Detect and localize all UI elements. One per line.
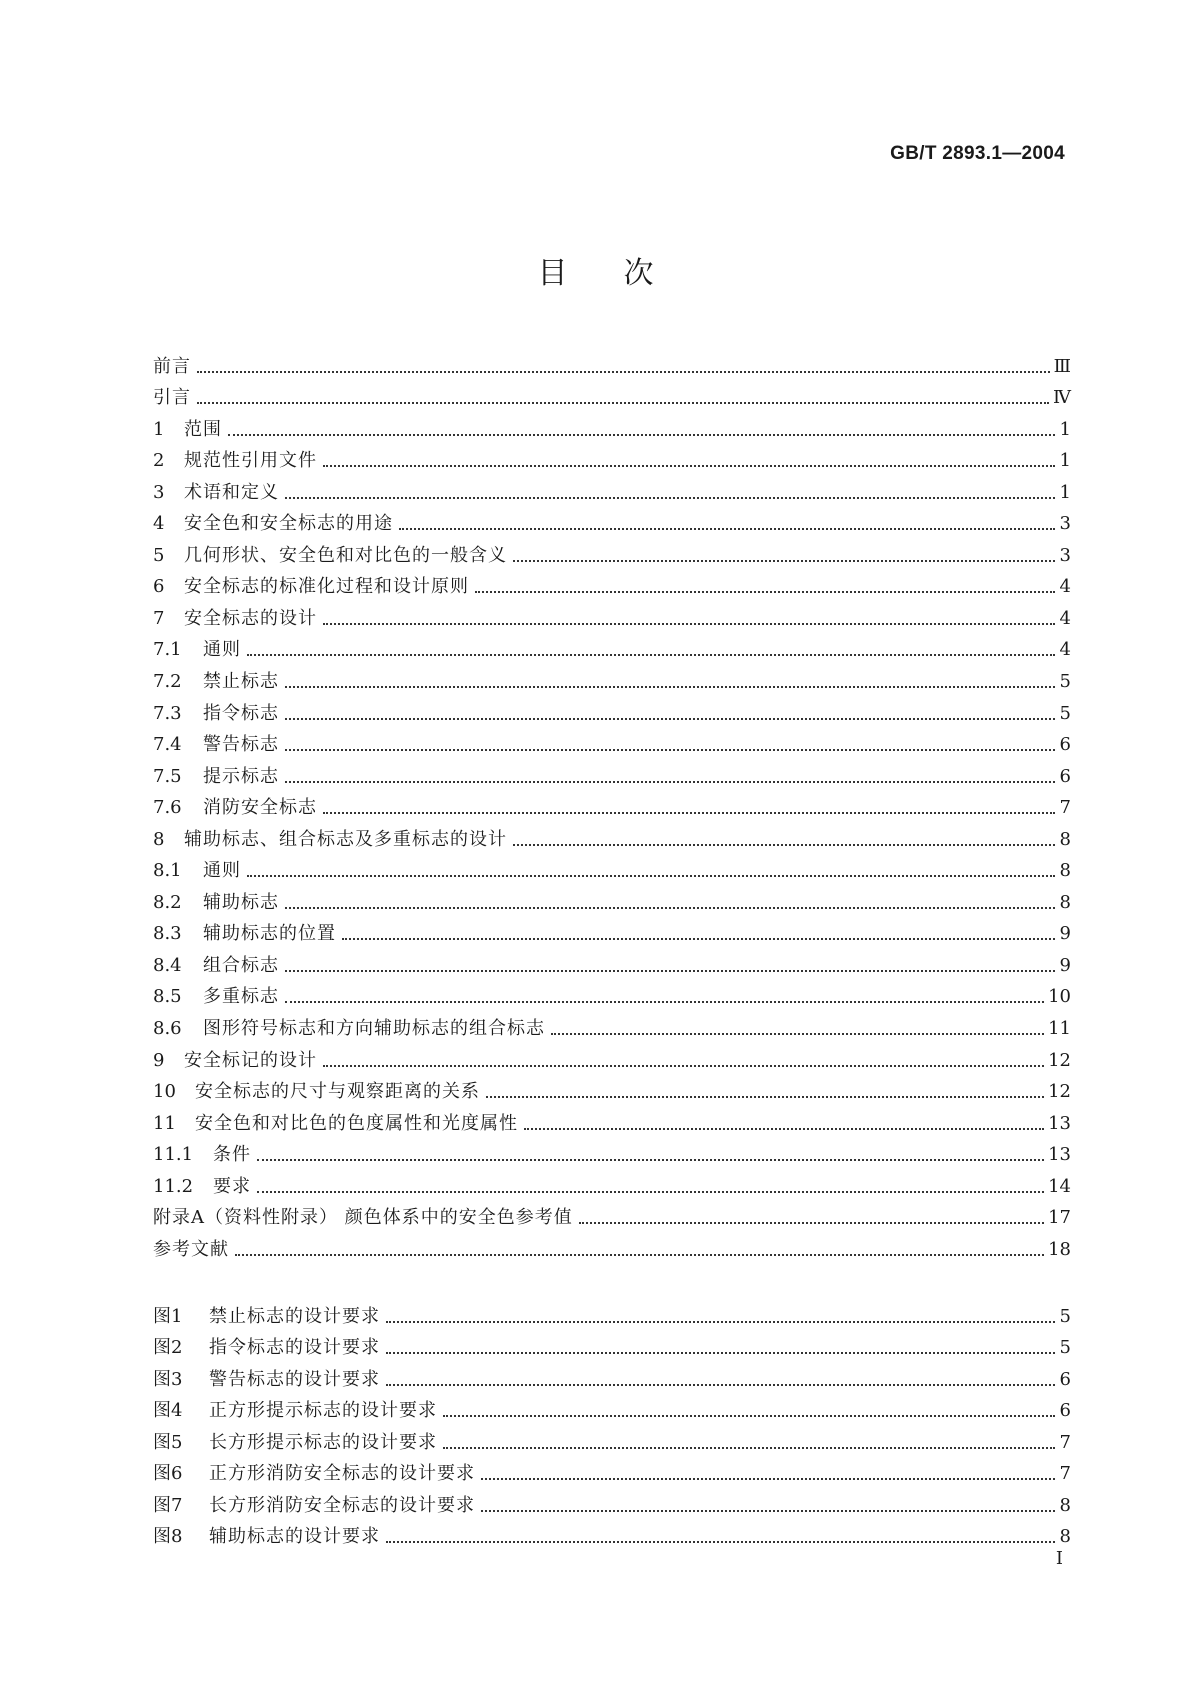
toc-entry-label: 辅助标志、组合标志及多重标志的设计	[184, 828, 507, 850]
toc-entry-label: 长方形提示标志的设计要求	[209, 1431, 437, 1453]
toc-entry-page: 7	[1059, 1431, 1071, 1453]
standard-code: GB/T 2893.1—2004	[890, 143, 1065, 164]
toc-entry-page: Ⅳ	[1053, 387, 1071, 409]
toc-entry-page: 8	[1059, 891, 1071, 913]
toc-entry-number: 7.1	[153, 639, 182, 661]
toc-entry-number: 图1	[153, 1305, 183, 1327]
toc-entry[interactable]	[153, 1044, 1071, 1076]
toc-entry-number: 图4	[153, 1400, 183, 1422]
toc-entry[interactable]	[153, 602, 1071, 634]
toc-entry-label: 长方形消防安全标志的设计要求	[209, 1494, 475, 1516]
toc-entry-number: 8.2	[153, 891, 182, 913]
toc-entry-number: 3	[153, 481, 165, 503]
figure-entry[interactable]	[153, 1426, 1071, 1458]
toc-entry-label: 通则	[203, 860, 241, 882]
toc-entry-label: 提示标志	[203, 765, 279, 787]
dot-leader	[386, 1352, 1055, 1354]
toc-entry[interactable]	[153, 886, 1071, 918]
toc-entry-label: 安全标志的标准化过程和设计原则	[184, 576, 469, 598]
toc-entry-number: 8.6	[153, 1018, 182, 1040]
page-folio: I	[1055, 1548, 1063, 1569]
toc-entry-label: 警告标志	[203, 734, 279, 756]
figure-entry[interactable]	[153, 1363, 1071, 1395]
dot-leader	[285, 1001, 1044, 1003]
dot-leader	[443, 1415, 1055, 1417]
toc-entry-number: 2	[153, 450, 165, 472]
toc-entry-page: 5	[1059, 702, 1071, 724]
toc-entry-label: 禁止标志	[203, 671, 279, 693]
toc-entry-page: 6	[1059, 734, 1071, 756]
toc-entry-page: 18	[1048, 1238, 1071, 1260]
dot-leader	[285, 781, 1055, 783]
toc-entry-page: 13	[1048, 1112, 1071, 1134]
toc-entry-number: 10	[153, 1081, 176, 1103]
dot-leader	[257, 1191, 1044, 1193]
toc-entry-number: 8.4	[153, 954, 182, 976]
dot-leader	[285, 718, 1055, 720]
dot-leader	[247, 654, 1055, 656]
dot-leader	[386, 1541, 1055, 1543]
dot-leader	[285, 970, 1055, 972]
toc-entry-page: 6	[1059, 1400, 1071, 1422]
toc-entry-label: 规范性引用文件	[184, 450, 317, 472]
toc-entry[interactable]	[153, 918, 1071, 950]
toc-entry-page: 13	[1048, 1144, 1071, 1166]
toc-entry-page: 8	[1059, 1526, 1071, 1548]
toc-entry[interactable]	[153, 1076, 1071, 1108]
dot-leader	[386, 1384, 1055, 1386]
dot-leader	[235, 1254, 1044, 1256]
toc-entry[interactable]	[153, 981, 1071, 1013]
toc-entry-label: 范围	[184, 418, 222, 440]
list-of-figures	[153, 1300, 1071, 1552]
toc-entry[interactable]	[153, 729, 1071, 761]
toc-entry-number: 7	[153, 607, 165, 629]
toc-entry[interactable]	[153, 1170, 1071, 1202]
toc-entry-label: 指令标志	[203, 702, 279, 724]
toc-entry-label: 前言	[153, 355, 191, 377]
toc-entry[interactable]	[153, 760, 1071, 792]
toc-entry-page: 9	[1059, 954, 1071, 976]
toc-entry-label: 要求	[213, 1175, 251, 1197]
toc-entry-label: 安全色和对比色的色度属性和光度属性	[195, 1112, 518, 1134]
toc-entry[interactable]	[153, 1139, 1071, 1171]
toc-entry[interactable]	[153, 1107, 1071, 1139]
toc-entry-label: 通则	[203, 639, 241, 661]
dot-leader	[481, 1478, 1055, 1480]
toc-entry[interactable]	[153, 476, 1071, 508]
toc-entry[interactable]	[153, 823, 1071, 855]
toc-entry-page: 12	[1048, 1081, 1071, 1103]
figure-entry[interactable]	[153, 1332, 1071, 1364]
table-of-contents	[153, 350, 1071, 1265]
toc-entry-page: 10	[1048, 986, 1071, 1008]
toc-entry[interactable]	[153, 1202, 1071, 1234]
toc-entry-page: 3	[1059, 513, 1071, 535]
toc-entry-page: 17	[1048, 1207, 1071, 1229]
dot-leader	[579, 1222, 1044, 1224]
toc-entry-page: 14	[1048, 1175, 1071, 1197]
toc-entry-number: 图6	[153, 1463, 183, 1485]
toc-entry-label: 禁止标志的设计要求	[209, 1305, 380, 1327]
toc-entry-page: 5	[1059, 1305, 1071, 1327]
figure-entry[interactable]	[153, 1521, 1071, 1553]
dot-leader	[486, 1096, 1044, 1098]
toc-entry-page: 6	[1059, 765, 1071, 787]
toc-entry-page: 9	[1059, 923, 1071, 945]
figure-entry[interactable]	[153, 1395, 1071, 1427]
dot-leader	[285, 749, 1055, 751]
toc-entry-number: 1	[153, 418, 165, 440]
dot-leader	[475, 591, 1055, 593]
toc-entry-number: 8.3	[153, 923, 182, 945]
toc-entry-number: 图2	[153, 1337, 183, 1359]
toc-entry-label: 条件	[213, 1144, 251, 1166]
toc-entry-page: 7	[1059, 1463, 1071, 1485]
toc-entry-page: 1	[1059, 450, 1071, 472]
toc-entry-number: 图7	[153, 1494, 183, 1516]
dot-leader	[197, 371, 1050, 373]
toc-entry-page: 3	[1059, 544, 1071, 566]
dot-leader	[197, 402, 1049, 404]
dot-leader	[399, 528, 1055, 530]
figure-entry[interactable]	[153, 1489, 1071, 1521]
toc-entry-label: 安全色和安全标志的用途	[184, 513, 393, 535]
toc-entry-number: 6	[153, 576, 165, 598]
toc-entry-number: 5	[153, 544, 165, 566]
dot-leader	[443, 1447, 1055, 1449]
figure-entry[interactable]	[153, 1300, 1071, 1332]
toc-entry-label: 警告标志的设计要求	[209, 1368, 380, 1390]
toc-entry-label: 几何形状、安全色和对比色的一般含义	[184, 544, 507, 566]
dot-leader	[386, 1321, 1055, 1323]
toc-entry-label: 安全标记的设计	[184, 1049, 317, 1071]
dot-leader	[323, 1065, 1044, 1067]
toc-entry-number: 11.1	[153, 1144, 194, 1166]
toc-entry-label: 安全标志的设计	[184, 607, 317, 629]
toc-entry-number: 图8	[153, 1526, 183, 1548]
dot-leader	[524, 1128, 1044, 1130]
toc-entry[interactable]	[153, 539, 1071, 571]
toc-entry-number: 4	[153, 513, 165, 535]
dot-leader	[513, 844, 1055, 846]
page-title: 目次	[537, 256, 710, 291]
toc-entry-number: 8.1	[153, 860, 182, 882]
toc-entry-label: 术语和定义	[184, 481, 279, 503]
toc-entry-label: 指令标志的设计要求	[209, 1337, 380, 1359]
toc-entry-label: 辅助标志的设计要求	[209, 1526, 380, 1548]
toc-entry[interactable]	[153, 665, 1071, 697]
toc-entry-page: 8	[1059, 860, 1071, 882]
toc-entry-page: 12	[1048, 1049, 1071, 1071]
toc-entry-number: 7.5	[153, 765, 182, 787]
toc-entry-number: 图5	[153, 1431, 183, 1453]
toc-entry[interactable]	[153, 571, 1071, 603]
toc-entry-page: Ⅲ	[1053, 355, 1071, 377]
dot-leader	[228, 434, 1055, 436]
toc-entry[interactable]	[153, 792, 1071, 824]
toc-entry-page: 4	[1059, 639, 1071, 661]
toc-entry[interactable]	[153, 855, 1071, 887]
toc-entry-label: 多重标志	[203, 986, 279, 1008]
dot-leader	[323, 465, 1055, 467]
toc-entry-page: 1	[1059, 418, 1071, 440]
dot-leader	[513, 560, 1055, 562]
toc-entry[interactable]	[153, 445, 1071, 477]
toc-entry-label: 辅助标志	[203, 891, 279, 913]
toc-entry[interactable]	[153, 1233, 1071, 1265]
toc-entry-number: 7.3	[153, 702, 182, 724]
toc-entry-page: 5	[1059, 1337, 1071, 1359]
toc-entry[interactable]	[153, 697, 1071, 729]
dot-leader	[323, 623, 1055, 625]
toc-entry-page: 4	[1059, 607, 1071, 629]
toc-entry-number: 7.4	[153, 734, 182, 756]
toc-entry-number: 8	[153, 828, 165, 850]
dot-leader	[551, 1033, 1044, 1035]
toc-entry-label: 正方形消防安全标志的设计要求	[209, 1463, 475, 1485]
figure-entry[interactable]	[153, 1458, 1071, 1490]
toc-entry-page: 5	[1059, 671, 1071, 693]
dot-leader	[285, 497, 1055, 499]
toc-entry-number: 7.2	[153, 671, 182, 693]
dot-leader	[285, 686, 1055, 688]
toc-entry[interactable]	[153, 634, 1071, 666]
toc-entry-number: 8.5	[153, 986, 182, 1008]
toc-entry-number: 11.2	[153, 1175, 194, 1197]
toc-entry-label: 安全标志的尺寸与观察距离的关系	[195, 1081, 480, 1103]
toc-entry-label: 图形符号标志和方向辅助标志的组合标志	[203, 1018, 545, 1040]
toc-entry[interactable]	[153, 413, 1071, 445]
toc-entry-page: 6	[1059, 1368, 1071, 1390]
toc-entry-page: 8	[1059, 828, 1071, 850]
toc-entry-label: 正方形提示标志的设计要求	[209, 1400, 437, 1422]
toc-entry-label: 辅助标志的位置	[203, 923, 336, 945]
dot-leader	[247, 875, 1055, 877]
toc-entry[interactable]	[153, 949, 1071, 981]
toc-entry[interactable]	[153, 382, 1071, 414]
dot-leader	[481, 1510, 1055, 1512]
dot-leader	[342, 938, 1055, 940]
toc-entry[interactable]	[153, 1012, 1071, 1044]
toc-entry-page: 8	[1059, 1494, 1071, 1516]
toc-entry-number: 11	[153, 1112, 176, 1134]
toc-entry-label: 参考文献	[153, 1238, 229, 1260]
toc-entry-number: 图3	[153, 1368, 183, 1390]
toc-entry[interactable]	[153, 350, 1071, 382]
dot-leader	[257, 1159, 1044, 1161]
toc-entry-number: 9	[153, 1049, 165, 1071]
toc-entry-page: 1	[1059, 481, 1071, 503]
toc-entry-label: 引言	[153, 387, 191, 409]
toc-entry-number: 7.6	[153, 797, 182, 819]
toc-entry[interactable]	[153, 508, 1071, 540]
dot-leader	[285, 907, 1055, 909]
toc-entry-page: 11	[1048, 1018, 1071, 1040]
toc-entry-label: 组合标志	[203, 954, 279, 976]
toc-entry-page: 4	[1059, 576, 1071, 598]
toc-entry-page: 7	[1059, 797, 1071, 819]
dot-leader	[323, 812, 1055, 814]
toc-entry-label: 消防安全标志	[203, 797, 317, 819]
toc-entry-label: 附录A（资料性附录） 颜色体系中的安全色参考值	[153, 1207, 573, 1229]
